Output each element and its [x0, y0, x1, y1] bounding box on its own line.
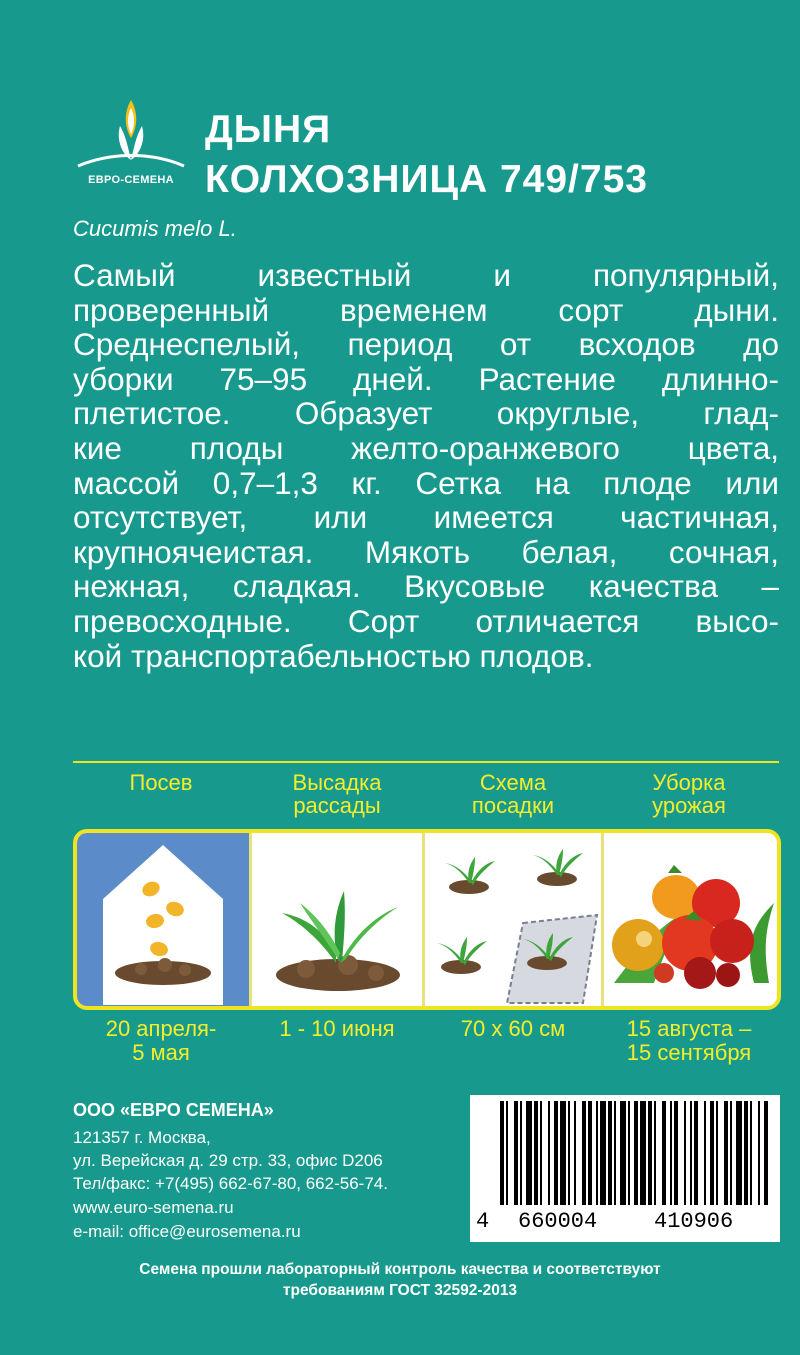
barcode-bar: [628, 1101, 630, 1205]
barcode: [470, 1095, 780, 1242]
footer-quality-line1: Семена прошли лабораторный контроль качества и соответствуют: [139, 1261, 661, 1278]
step-date-scheme: 70 х 60 см: [460, 1016, 566, 1041]
barcode-bar: [736, 1101, 742, 1205]
step-date-harvest: 15 августа – 15 сентября: [626, 1016, 752, 1065]
barcode-bar: [704, 1101, 706, 1205]
description-line: отсутствует, или имеется частичная,: [73, 499, 779, 536]
barcode-bar: [554, 1101, 558, 1205]
barcode-bar: [730, 1101, 732, 1205]
barcode-bar: [634, 1101, 638, 1205]
barcode-bar: [640, 1101, 646, 1205]
company-address: 121357 г. Москва,: [73, 1128, 211, 1147]
description-line: Среднеспелый, период от всходов до: [73, 326, 779, 363]
seedling-icon: [252, 833, 422, 1006]
barcode-bar: [620, 1101, 626, 1205]
step-header-transplant: Высадка рассады: [292, 770, 382, 818]
barcode-bar: [750, 1101, 752, 1205]
barcode-bar: [540, 1101, 542, 1205]
step-header-harvest: Уборка урожая: [652, 770, 726, 818]
description-line: Самый известный и популярный,: [73, 257, 779, 293]
barcode-bar: [560, 1101, 566, 1205]
barcode-bar: [614, 1101, 616, 1205]
step-date-sowing: 20 апреля- 5 мая: [105, 1016, 217, 1065]
description: [73, 258, 779, 673]
barcode-group-right: 410906: [654, 1209, 734, 1234]
company-name: ООО «ЕВРО СЕМЕНА»: [73, 1100, 274, 1120]
barcode-bar: [526, 1101, 532, 1205]
description-line: кой транспортабельностью плодов.: [73, 637, 594, 674]
sprout-logo-icon: [72, 96, 190, 176]
barcode-bar: [694, 1101, 698, 1205]
barcode-bar: [574, 1101, 576, 1205]
step-header-sowing: Посев: [129, 770, 193, 795]
company-phone: Тел/факс: +7(495) 662-67-80, 662-56-74.: [73, 1174, 388, 1193]
barcode-bar: [690, 1101, 692, 1205]
barcode-bar: [758, 1101, 760, 1205]
company-street: ул. Верейская д. 29 стр. 33, офис D206: [73, 1151, 383, 1170]
divider: [73, 761, 779, 763]
company-email: e-mail: office@eurosemena.ru: [73, 1222, 301, 1241]
barcode-bar: [648, 1101, 652, 1205]
barcode-bar: [588, 1101, 592, 1205]
step-date-transplant: 1 - 10 июня: [279, 1016, 395, 1041]
barcode-bar: [534, 1101, 538, 1205]
barcode-bar: [654, 1101, 656, 1205]
barcode-bar: [764, 1101, 768, 1205]
logo-text: ЕВРО-СЕМЕНА: [88, 174, 174, 186]
barcode-bar: [744, 1101, 748, 1205]
description-line: проверенный временем сорт дыни.: [73, 291, 779, 328]
footer-quality-line2: требованиям ГОСТ 32592-2013: [282, 1282, 518, 1299]
barcode-bar: [724, 1101, 728, 1205]
barcode-bar: [662, 1101, 666, 1205]
company-website: www.euro-semena.ru: [73, 1198, 234, 1217]
barcode-bar: [596, 1101, 598, 1205]
harvest-vegetables-icon: [604, 833, 777, 1006]
steps-panel: [73, 829, 781, 1010]
description-line: массой 0,7–1,3 кг. Сетка на плоде или: [73, 464, 779, 501]
planting-scheme-icon: [425, 833, 601, 1006]
barcode-bar: [506, 1101, 508, 1205]
barcode-bar: [608, 1101, 612, 1205]
description-line: крупноячеистая. Мякоть белая, сочная,: [73, 533, 779, 570]
barcode-bar: [568, 1101, 570, 1205]
barcode-bar: [514, 1101, 518, 1205]
description-line: превосходные. Сорт отличается высо-: [73, 602, 779, 639]
barcode-bars: [470, 1095, 780, 1207]
latin-name: Cucumis melo L.: [73, 216, 237, 241]
description-line: кие плоды желто-оранжевого цвета,: [73, 429, 779, 466]
barcode-bar: [500, 1101, 504, 1205]
barcode-bar: [684, 1101, 686, 1205]
step-header-scheme: Схема посадки: [471, 770, 555, 818]
barcode-digit-first: 4: [476, 1209, 490, 1234]
barcode-bar: [548, 1101, 550, 1205]
barcode-bar: [670, 1101, 672, 1205]
barcode-bar: [716, 1101, 718, 1205]
product-title-line2: КОЛХОЗНИЦА 749/753: [205, 158, 648, 201]
description-line: плетистое. Образует округлые, глад-: [73, 395, 779, 432]
barcode-bar: [710, 1101, 714, 1205]
barcode-bar: [674, 1101, 678, 1205]
seeds-in-greenhouse-icon: [77, 833, 249, 1006]
barcode-bar: [520, 1101, 522, 1205]
description-line: нежная, сладкая. Вкусовые качества –: [73, 568, 779, 605]
description-line: уборки 75–95 дней. Растение длинно-: [73, 360, 779, 397]
product-title-line1: ДЫНЯ: [205, 108, 332, 151]
barcode-bar: [582, 1101, 586, 1205]
barcode-group-left: 660004: [518, 1209, 598, 1234]
barcode-bar: [600, 1101, 606, 1205]
euro-semena-logo: [72, 96, 190, 200]
